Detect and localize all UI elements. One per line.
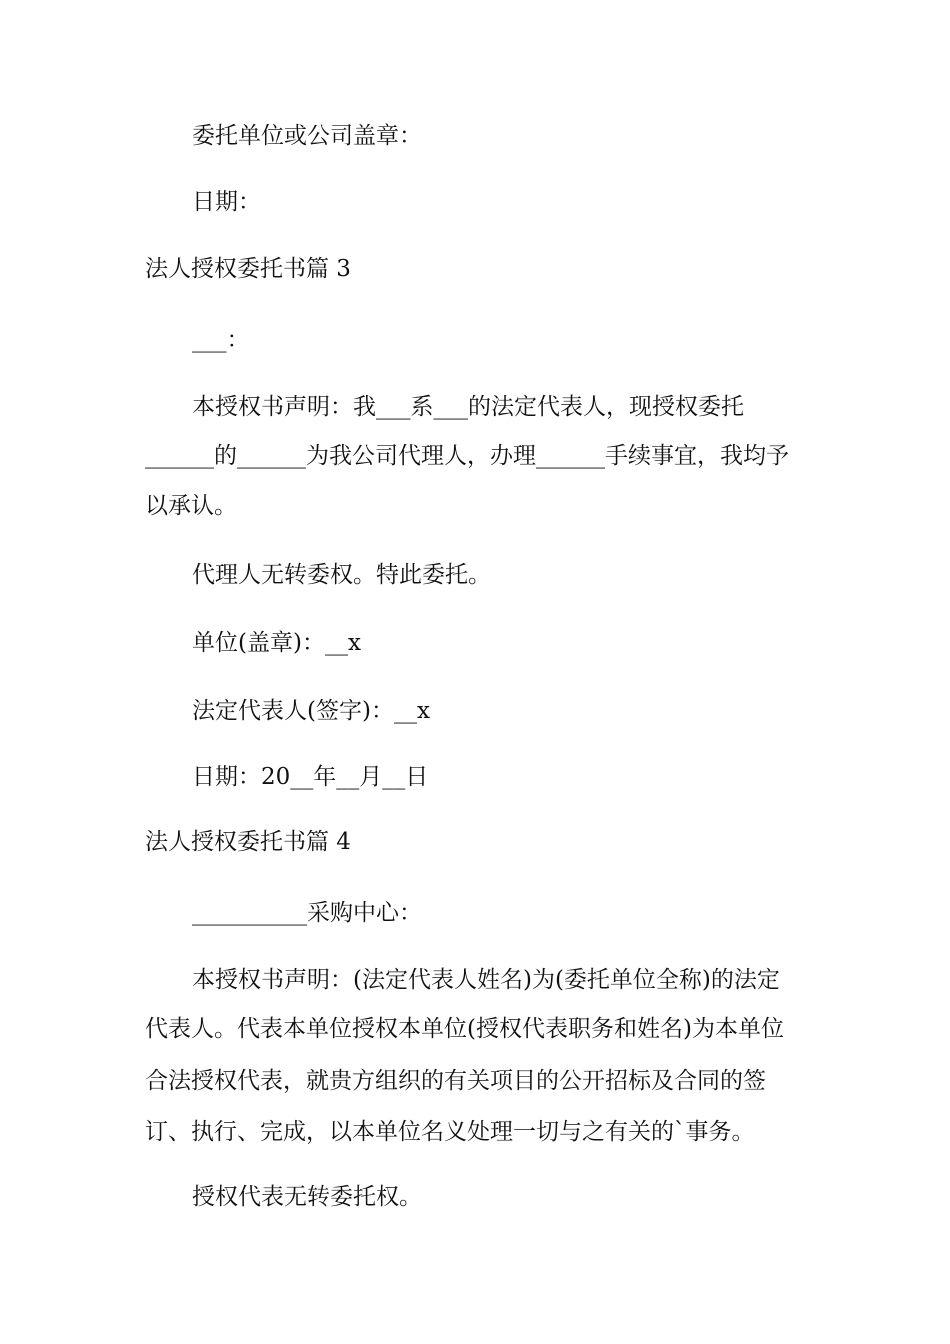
section-heading-4: 法人授权委托书篇 4	[145, 829, 351, 855]
unit-seal-line: 单位(盖章)：__x	[192, 630, 361, 656]
no-subdelegation-line: 代理人无转委权。特此委托。	[192, 562, 491, 588]
declaration-paragraph-line-3: 以承认。	[145, 493, 237, 519]
date-line: 日期：	[192, 189, 261, 215]
addressee-line: ___：	[192, 327, 250, 353]
authorization-paragraph-line-4: 订、执行、完成，以本单位名义处理一切与之有关的`事务。	[145, 1119, 755, 1145]
legal-representative-signature-line: 法定代表人(签字)：__x	[192, 698, 430, 724]
authorization-paragraph-line-2: 代表人。代表本单位授权本单位(授权代表职务和姓名)为本单位	[145, 1016, 784, 1042]
entrusting-unit-seal-line: 委托单位或公司盖章：	[192, 123, 422, 149]
authorization-paragraph-line-3: 合法授权代表，就贵方组织的有关项目的公开招标及合同的签	[145, 1068, 766, 1094]
authorization-paragraph-line-1: 本授权书声明：(法定代表人姓名)为(委托单位全称)的法定	[192, 967, 780, 993]
signature-date-line: 日期：20__年__月__日	[192, 764, 429, 790]
procurement-center-addressee-line: __________采购中心：	[192, 900, 422, 926]
declaration-paragraph-line-2: ______的______为我公司代理人，办理______手续事宜，我均予	[145, 443, 789, 469]
declaration-paragraph-line-1: 本授权书声明：我___系___的法定代表人，现授权委托	[192, 394, 744, 420]
no-subdelegation-authority-line: 授权代表无转委托权。	[192, 1184, 422, 1210]
section-heading-3: 法人授权委托书篇 3	[145, 256, 351, 282]
